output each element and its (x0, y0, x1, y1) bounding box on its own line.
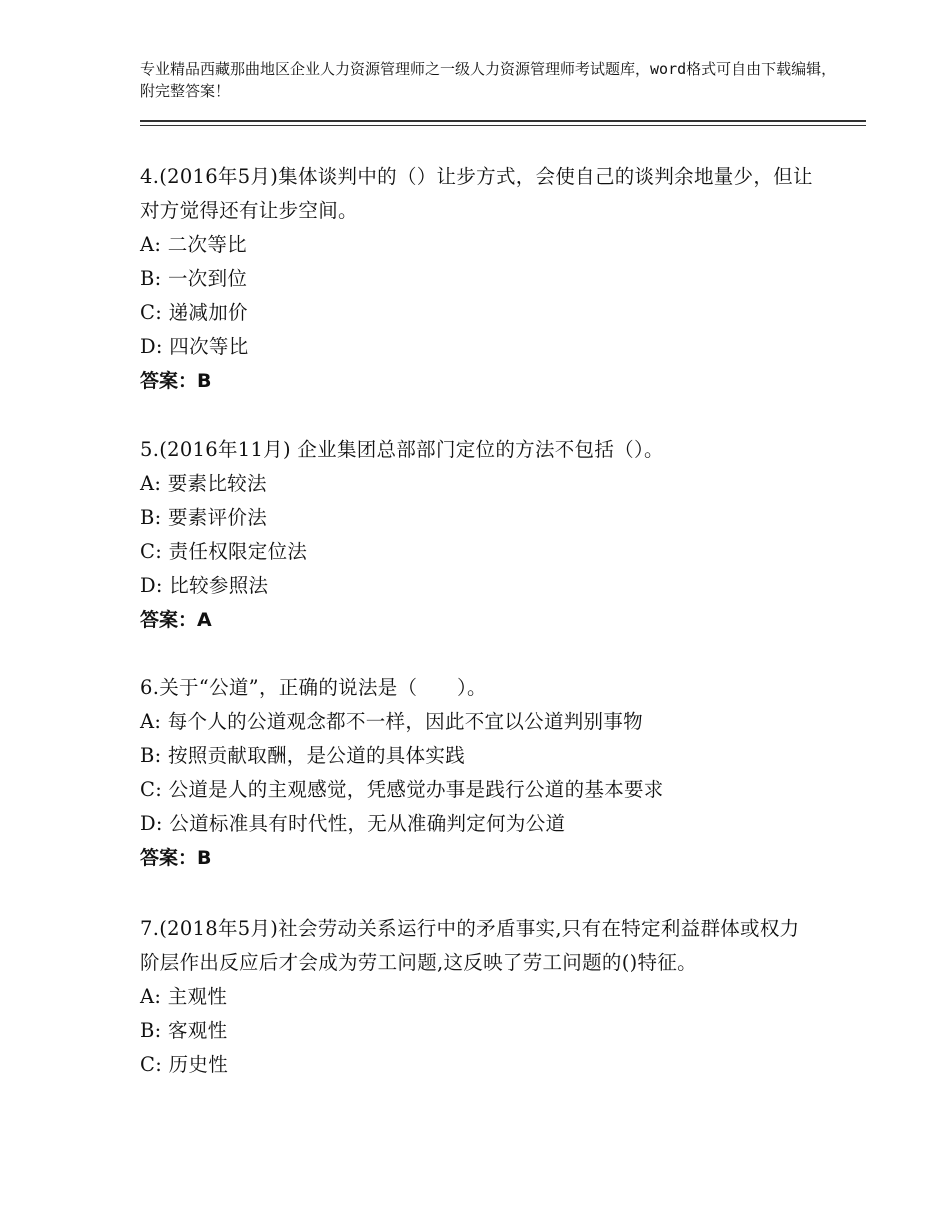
option-c: C: 历史性 (140, 1053, 228, 1076)
option-a: A: 要素比较法 (140, 472, 267, 495)
question-4 (140, 160, 820, 398)
option-b: B: 要素评价法 (140, 506, 267, 529)
document-header: 专业精品西藏那曲地区企业人力资源管理师之一级人力资源管理师考试题库，word格式可自由下载编辑，附完整答案！ (140, 60, 837, 100)
answer-label: 答案：A (140, 609, 212, 631)
answer-label: 答案：B (140, 847, 212, 869)
option-a: A: 每个人的公道观念都不一样，因此不宜以公道判别事物 (140, 710, 643, 733)
question-stem: 4.(2016年5月)集体谈判中的（）让步方式，会使自己的谈判余地量少，但让对方觉得还有让步空间。 (140, 165, 813, 222)
answer-label: 答案：B (140, 370, 212, 392)
option-b: B: 客观性 (140, 1019, 228, 1042)
option-d: D: 比较参照法 (140, 574, 269, 597)
option-d: D: 四次等比 (140, 335, 249, 358)
option-c: C: 公道是人的主观感觉，凭感觉办事是践行公道的基本要求 (140, 778, 664, 801)
option-b: B: 一次到位 (140, 267, 248, 290)
question-7 (140, 912, 805, 1082)
option-d: D: 公道标准具有时代性，无从准确判定何为公道 (140, 812, 566, 835)
question-stem: 7.(2018年5月)社会劳动关系运行中的矛盾事实,只有在特定利益群体或权力阶层作出反应后才会成为劳工问题,这反映了劳工问题的()特征。 (140, 917, 800, 974)
option-c: C: 责任权限定位法 (140, 540, 308, 563)
question-6 (140, 671, 820, 875)
option-b: B: 按照贡献取酬，是公道的具体实践 (140, 744, 465, 767)
question-5 (140, 433, 820, 637)
option-c: C: 递减加价 (140, 301, 248, 324)
option-a: A: 主观性 (140, 985, 228, 1008)
question-stem: 5.(2016年11月) 企业集团总部部门定位的方法不包括（）。 (140, 438, 664, 461)
header-divider (140, 120, 866, 126)
question-stem: 6.关于“公道”，正确的说法是（ ）。 (140, 676, 487, 699)
option-a: A: 二次等比 (140, 233, 247, 256)
